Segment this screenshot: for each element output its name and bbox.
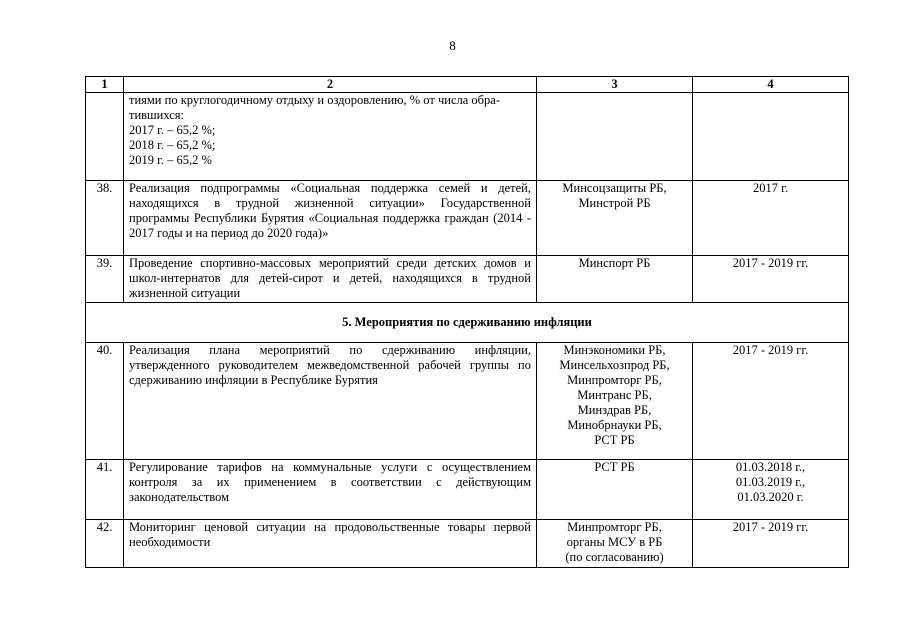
row-description: Мониторинг ценовой ситуации на продовольственные товары первой необходимости — [124, 520, 537, 568]
header-col-4: 4 — [693, 77, 849, 93]
row-number: 39. — [86, 256, 124, 303]
measures-table — [85, 76, 849, 568]
table-row-continuation — [86, 93, 849, 181]
row-term — [693, 343, 849, 460]
section-row — [86, 303, 849, 343]
row-term — [693, 181, 849, 256]
term-line: 01.03.2019 г., — [735, 475, 806, 489]
executor-line: Минпромторг РБ, — [567, 373, 662, 387]
term-line: 2017 г. — [753, 181, 788, 195]
executor-line: Минспорт РБ — [578, 256, 651, 270]
row-executor — [537, 256, 693, 303]
row-executor — [537, 343, 693, 460]
row-term — [693, 460, 849, 520]
desc-line: 2018 г. – 65,2 %; — [129, 138, 216, 152]
executor-line: РСТ РБ — [594, 460, 635, 474]
row-description: Регулирование тарифов на коммунальные услуги с осуществлением контроля за их применением в соответствии с действующим законодательством — [124, 460, 537, 520]
executor-line: Минтранс РБ, — [577, 388, 652, 402]
executor-line: Минздрав РБ, — [577, 403, 652, 417]
row-executor — [537, 181, 693, 256]
term-line: 2017 - 2019 гг. — [732, 256, 809, 270]
executor-line: Минсоцзащиты РБ, — [562, 181, 667, 195]
executor-line: органы МСУ в РБ — [566, 535, 663, 549]
table-row — [86, 256, 849, 303]
table-row — [86, 343, 849, 460]
desc-line: 2019 г. – 65,2 % — [129, 153, 212, 167]
row-term — [693, 520, 849, 568]
executor-line: (по согласованию) — [565, 550, 664, 564]
table-header-row — [86, 77, 849, 93]
row-number: 40. — [86, 343, 124, 460]
executor-line: Минпромторг РБ, — [567, 520, 662, 534]
header-col-2: 2 — [124, 77, 537, 93]
row-term — [693, 93, 849, 181]
table-row — [86, 520, 849, 568]
row-executor — [537, 93, 693, 181]
desc-line: 2017 г. – 65,2 %; — [129, 123, 216, 137]
section-title: 5. Мероприятия по сдерживанию инфляции — [86, 303, 849, 343]
executor-line: Минстрой РБ — [578, 196, 651, 210]
term-line: 01.03.2020 г. — [737, 490, 804, 504]
executor-line: Минобрнауки РБ, — [567, 418, 662, 432]
row-description: Реализация плана мероприятий по сдерживанию инфляции, утвержденного руководителем межведомственной рабочей группы по сдерживанию инфляции в Республике Бурятия — [124, 343, 537, 460]
table-row — [86, 181, 849, 256]
row-number: 41. — [86, 460, 124, 520]
executor-line: РСТ РБ — [594, 433, 635, 447]
row-term — [693, 256, 849, 303]
header-col-1: 1 — [86, 77, 124, 93]
header-col-3: 3 — [537, 77, 693, 93]
row-number: 38. — [86, 181, 124, 256]
row-executor — [537, 520, 693, 568]
row-description — [124, 93, 537, 181]
term-line: 2017 - 2019 гг. — [732, 520, 809, 534]
page-number: 8 — [449, 38, 456, 53]
row-description: Проведение спортивно-массовых мероприятий среди детских домов и школ-интернатов для детей-сирот и детей, находящихся в трудной жизненной ситуации — [124, 256, 537, 303]
table-row — [86, 460, 849, 520]
term-line: 2017 - 2019 гг. — [732, 343, 809, 357]
row-number-cell — [86, 93, 124, 181]
desc-line: тиями по круглогодичному отдыху и оздоровлению, % от числа обра- — [129, 93, 500, 107]
row-number: 42. — [86, 520, 124, 568]
executor-line: Минэкономики РБ, — [563, 343, 666, 357]
row-description: Реализация подпрограммы «Социальная поддержка семей и детей, находящихся в трудной жизненной ситуации» Государственной программы Республики Бурятия «Социальная поддержка граждан (2014 - 2017 годы и на период до 2020 года)» — [124, 181, 537, 256]
desc-line: тившихся: — [129, 108, 185, 122]
executor-line: Минсельхозпрод РБ, — [559, 358, 670, 372]
row-executor — [537, 460, 693, 520]
term-line: 01.03.2018 г., — [735, 460, 806, 474]
